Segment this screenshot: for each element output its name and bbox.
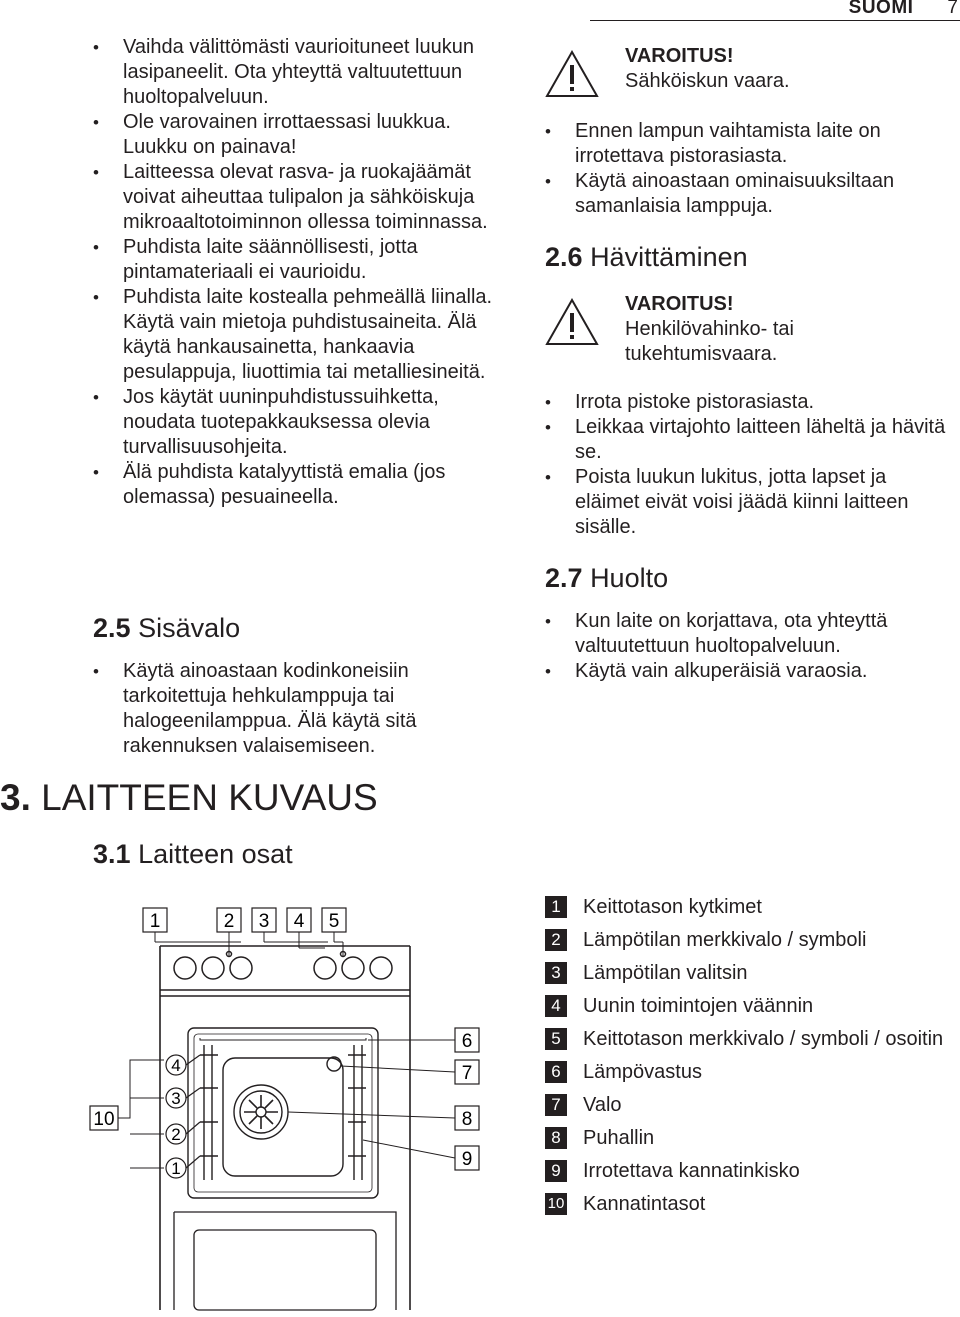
warning-text: Henkilövahinko- tai tukehtumisvaara. [625,318,794,365]
list-item: • Jos käytät uuninpuhdistussuihketta, noudata tuotepakkauksessa olevia turvallisuusohjeita. [93,385,513,460]
legend-number: 4 [545,995,567,1017]
legend-item [545,895,950,920]
list-item: • Irrota pistoke pistorasiasta. [545,390,950,415]
list-item: • Käytä ainoastaan kodinkoneisiin tarkoitettuja hehkulamppuja tai halogeenilamppua. Älä käytä sitä rakennuksen valaisemiseen. [93,659,513,759]
legend-number: 10 [545,1193,567,1215]
oven-door [174,1212,396,1310]
warning-triangle-icon [545,298,599,346]
list-item: • Vaihda välittömästi vaurioituneet luukun lasipaneelit. Ota yhteyttä valtuutettuun huoltopalveluun. [93,35,513,110]
list-item: • Älä puhdista katalyyttistä emalia (jos olemassa) pesuaineella. [93,460,513,510]
callout-label: 5 [328,911,340,932]
list-item: • Käytä ainoastaan ominaisuuksiltaan samanlaisia lamppuja. [545,169,950,219]
callout-label: 3 [258,911,270,932]
legend-item [545,994,950,1019]
legend-item [545,1027,950,1052]
legend-text: Valo [583,1094,622,1116]
section-heading-2-7: 2.7 Huolto [545,563,669,593]
disposal-bullet-list [545,390,950,540]
legend-number: 5 [545,1028,567,1050]
shelf-label: 3 [171,1089,181,1108]
legend-text: Keittotason merkkivalo / symboli / osoitin [583,1028,944,1050]
parts-legend [545,895,950,1225]
list-item: • Ole varovainen irrottaessasi luukkua. Luukku on painava! [93,110,513,160]
shelf-label: 1 [171,1159,181,1178]
page-number: 7 [947,0,958,18]
callout-label: 4 [293,911,305,932]
legend-number: 8 [545,1127,567,1149]
legend-number: 9 [545,1160,567,1182]
callout-label: 2 [223,911,235,932]
warning-title: VAROITUS! [625,293,734,315]
legend-text: Lämpövastus [583,1061,702,1083]
legend-item [545,1126,950,1151]
list-item: • Puhdista laite kostealla pehmeällä liinalla. Käytä vain mietoja puhdistusaineita. Älä käytä hankausainetta, hankaavia pesulappuja, liuottimia tai metalliesineitä. [93,285,513,385]
legend-number: 7 [545,1094,567,1116]
legend-item [545,1093,950,1118]
callout-label: 9 [461,1149,473,1170]
legend-number: 2 [545,929,567,951]
list-item: • Leikkaa virtajohto laitteen läheltä ja hävitä se. [545,415,950,465]
safety-bullet-list [93,35,513,510]
service-bullet-list [545,609,950,684]
section-heading-2-5: 2.5 Sisävalo [93,613,241,643]
appliance-diagram [88,890,508,1317]
callout-label: 10 [93,1109,115,1130]
list-item: • Puhdista laite säännöllisesti, jotta pintamateriaali ei vaurioidu. [93,235,513,285]
callout-3 [252,908,328,942]
legend-text: Kannatintasot [583,1193,706,1215]
list-item: • Laitteessa olevat rasva- ja ruokajäämät voivat aiheuttaa tulipalon ja sähköiskuja mikroaaltotoiminnon ollessa toiminnassa. [93,160,513,235]
lamp-bullet-list [545,119,950,219]
legend-text: Lämpötilan merkkivalo / symboli [583,929,867,951]
lighting-bullet-list [93,659,513,759]
shelf-label: 2 [171,1125,181,1144]
legend-item [545,961,950,986]
callout-9 [363,1140,479,1170]
warning-triangle-icon [545,50,599,98]
control-knobs [174,952,392,980]
warning-box [545,44,950,104]
legend-text: Irrotettava kannatinkisko [583,1160,800,1182]
legend-number: 1 [545,896,567,918]
list-item: • Poista luukun lukitus, jotta lapset ja eläimet eivät voisi jäädä kiinni laitteen sisälle. [545,465,950,540]
warning-title: VAROITUS! [625,45,734,67]
callout-10 [90,1060,164,1168]
callout-label: 6 [461,1031,473,1052]
legend-number: 6 [545,1061,567,1083]
legend-text: Uunin toimintojen väännin [583,995,814,1017]
legend-text: Keittotason kytkimet [583,896,762,918]
language-label: SUOMI [848,0,914,18]
list-item: • Käytä vain alkuperäisiä varaosia. [545,659,950,684]
header-rule [590,20,960,21]
warning-text: Sähköiskun vaara. [625,70,790,92]
legend-item [545,928,950,953]
oven-cabinet [160,946,410,1310]
callout-6 [368,1028,479,1052]
legend-text: Puhallin [583,1127,655,1149]
legend-item [545,1192,950,1217]
legend-number: 3 [545,962,567,984]
section-heading-3-1: 3.1 Laitteen osat [93,839,293,869]
shelf-label: 4 [171,1056,181,1075]
legend-item [545,1060,950,1085]
chapter-heading: 3. LAITTEEN KUVAUS [0,777,378,818]
oven-cavity [188,1028,378,1198]
callout-2 [217,908,241,956]
list-item: • Ennen lampun vaihtamista laite on irrotettava pistorasiasta. [545,119,950,169]
callout-8 [288,1106,479,1130]
legend-text: Lämpötilan valitsin [583,962,748,984]
callout-label: 1 [149,911,161,932]
callout-label: 8 [461,1109,473,1130]
page-header [849,0,960,19]
list-item: • Kun laite on korjattava, ota yhteyttä valtuutettuun huoltopalveluun. [545,609,950,659]
section-heading-2-6: 2.6 Hävittäminen [545,242,748,272]
callout-5 [322,908,346,956]
legend-item [545,1159,950,1184]
callout-label: 7 [461,1063,473,1084]
warning-box [545,292,950,372]
